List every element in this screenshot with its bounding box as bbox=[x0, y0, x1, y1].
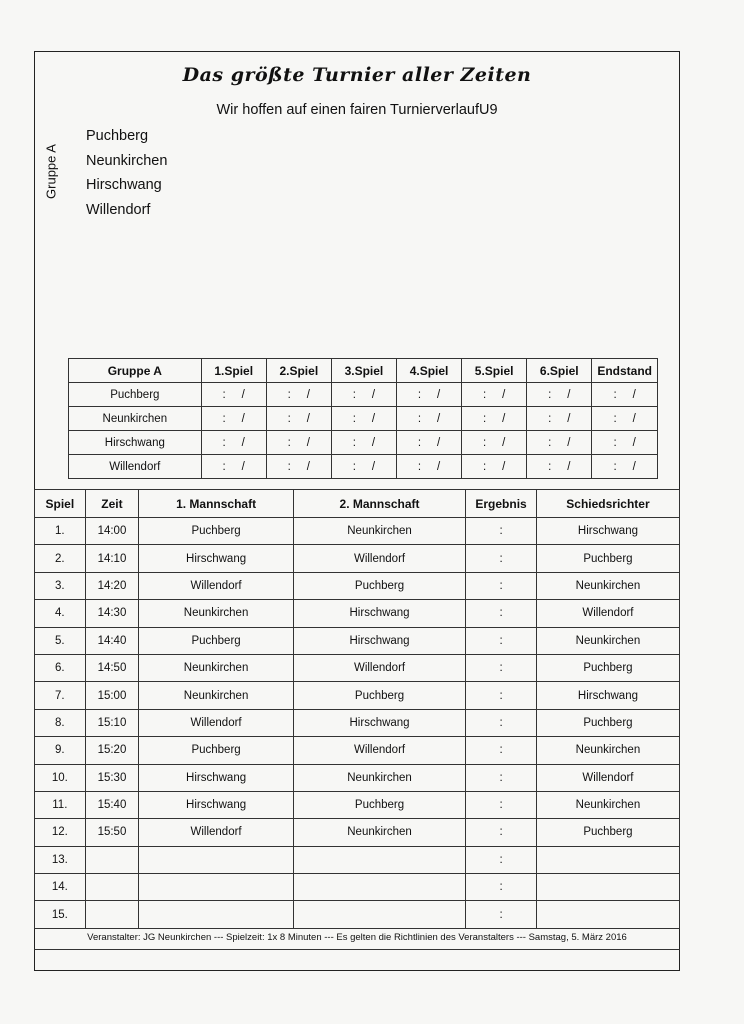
team-list bbox=[86, 124, 167, 222]
time-cell: 15:10 bbox=[85, 709, 139, 736]
game-score-cell[interactable]: : / bbox=[462, 431, 527, 455]
game-score-cell[interactable]: : / bbox=[201, 455, 266, 479]
time-cell: 14:30 bbox=[85, 600, 139, 627]
team1-cell: Puchberg bbox=[139, 518, 294, 545]
team2-cell: Hirschwang bbox=[293, 627, 465, 654]
team-list-item: Puchberg bbox=[86, 128, 149, 144]
team1-cell: Willendorf bbox=[139, 709, 294, 736]
result-cell[interactable]: : bbox=[466, 874, 537, 901]
team-list-item: Willendorf bbox=[86, 201, 151, 218]
referee-cell: Puchberg bbox=[536, 545, 679, 572]
schedule-row bbox=[35, 709, 680, 736]
referee-cell: Neunkirchen bbox=[536, 791, 679, 818]
bottom-divider bbox=[34, 949, 680, 950]
time-cell bbox=[85, 874, 139, 901]
time-cell: 15:20 bbox=[85, 737, 139, 764]
result-cell[interactable]: : bbox=[466, 600, 537, 627]
game-score-cell[interactable]: : / bbox=[331, 455, 396, 479]
group-col-header: Gruppe A bbox=[69, 359, 202, 383]
referee-cell bbox=[536, 846, 679, 873]
referee-cell bbox=[536, 874, 679, 901]
group-team-name: Willendorf bbox=[69, 455, 202, 479]
result-cell[interactable]: : bbox=[466, 709, 537, 736]
team2-cell bbox=[293, 874, 465, 901]
time-cell: 14:00 bbox=[85, 518, 139, 545]
result-cell[interactable]: : bbox=[466, 791, 537, 818]
col-header-team2: 2. Mannschaft bbox=[293, 490, 465, 518]
col-header-game-nr: Spiel bbox=[35, 490, 86, 518]
game-score-cell[interactable]: : / bbox=[396, 455, 461, 479]
game-score-cell[interactable]: : / bbox=[462, 383, 527, 407]
schedule-row bbox=[35, 901, 680, 928]
final-score-cell[interactable]: : / bbox=[592, 455, 658, 479]
team1-cell: Willendorf bbox=[139, 572, 294, 599]
team2-cell: Neunkirchen bbox=[293, 819, 465, 846]
result-cell[interactable]: : bbox=[466, 545, 537, 572]
referee-cell: Puchberg bbox=[536, 654, 679, 681]
team1-cell: Neunkirchen bbox=[139, 682, 294, 709]
team1-cell: Neunkirchen bbox=[139, 600, 294, 627]
result-cell[interactable]: : bbox=[466, 764, 537, 791]
group-label-vertical bbox=[41, 140, 61, 208]
team1-cell bbox=[139, 901, 294, 928]
team-list-item: Neunkirchen bbox=[86, 152, 168, 169]
schedule-table bbox=[34, 489, 680, 929]
team2-cell bbox=[293, 901, 465, 928]
schedule-row bbox=[35, 764, 680, 791]
time-cell: 14:20 bbox=[85, 572, 139, 599]
team1-cell: Hirschwang bbox=[139, 545, 294, 572]
final-col-header: Endstand bbox=[592, 359, 658, 383]
group-table-row bbox=[69, 455, 658, 479]
schedule-row bbox=[35, 572, 680, 599]
game-score-cell[interactable]: : / bbox=[266, 431, 331, 455]
time-cell: 14:50 bbox=[85, 654, 139, 681]
game-col-header: 4.Spiel bbox=[396, 359, 461, 383]
result-cell[interactable]: : bbox=[466, 846, 537, 873]
schedule-row bbox=[35, 545, 680, 572]
result-cell[interactable]: : bbox=[466, 682, 537, 709]
game-score-cell[interactable]: : / bbox=[462, 407, 527, 431]
team2-cell bbox=[293, 846, 465, 873]
schedule-row bbox=[35, 819, 680, 846]
team1-cell: Neunkirchen bbox=[139, 654, 294, 681]
col-header-time: Zeit bbox=[85, 490, 139, 518]
game-score-cell[interactable]: : / bbox=[527, 383, 592, 407]
schedule-row bbox=[35, 737, 680, 764]
game-score-cell[interactable]: : / bbox=[266, 455, 331, 479]
game-nr-cell: 14. bbox=[35, 874, 86, 901]
referee-cell: Neunkirchen bbox=[536, 572, 679, 599]
game-nr-cell: 5. bbox=[35, 627, 86, 654]
schedule-row bbox=[35, 654, 680, 681]
group-standings-table bbox=[68, 358, 658, 479]
referee-cell: Neunkirchen bbox=[536, 627, 679, 654]
schedule-row bbox=[35, 846, 680, 873]
result-cell[interactable]: : bbox=[466, 737, 537, 764]
game-score-cell[interactable]: : / bbox=[527, 407, 592, 431]
game-nr-cell: 11. bbox=[35, 791, 86, 818]
game-nr-cell: 8. bbox=[35, 709, 86, 736]
final-score-cell[interactable]: : / bbox=[592, 407, 658, 431]
referee-cell bbox=[536, 901, 679, 928]
team1-cell bbox=[139, 874, 294, 901]
game-score-cell[interactable]: : / bbox=[266, 407, 331, 431]
schedule-row bbox=[35, 791, 680, 818]
team2-cell: Hirschwang bbox=[293, 600, 465, 627]
team1-cell: Willendorf bbox=[139, 819, 294, 846]
col-header-result: Ergebnis bbox=[466, 490, 537, 518]
schedule-row bbox=[35, 627, 680, 654]
page-subtitle: Wir hoffen auf einen fairen TurnierverlaufU9 bbox=[216, 102, 498, 118]
team-list-item: Hirschwang bbox=[86, 177, 162, 193]
final-score-cell[interactable]: : / bbox=[592, 431, 658, 455]
game-score-cell[interactable]: : / bbox=[201, 431, 266, 455]
time-cell: 14:40 bbox=[85, 627, 139, 654]
team2-cell: Willendorf bbox=[293, 737, 465, 764]
time-cell: 15:00 bbox=[85, 682, 139, 709]
group-team-name: Puchberg bbox=[69, 383, 202, 407]
game-nr-cell: 10. bbox=[35, 764, 86, 791]
footer-note: Veranstalter: JG Neunkirchen --- Spielzeit: 1x 8 Minuten --- Es gelten die Richtlinien des Veranstalters --- Samstag, 5. März 2016 bbox=[87, 932, 627, 943]
page-title: Das größte Turnier aller Zeiten bbox=[182, 64, 532, 86]
time-cell: 15:30 bbox=[85, 764, 139, 791]
referee-cell: Hirschwang bbox=[536, 682, 679, 709]
game-nr-cell: 3. bbox=[35, 572, 86, 599]
game-nr-cell: 9. bbox=[35, 737, 86, 764]
schedule-row bbox=[35, 682, 680, 709]
game-nr-cell: 1. bbox=[35, 518, 86, 545]
team1-cell: Puchberg bbox=[139, 627, 294, 654]
team2-cell: Puchberg bbox=[293, 791, 465, 818]
game-col-header: 5.Spiel bbox=[462, 359, 527, 383]
game-score-cell[interactable]: : / bbox=[396, 431, 461, 455]
referee-cell: Neunkirchen bbox=[536, 737, 679, 764]
team2-cell: Puchberg bbox=[293, 572, 465, 599]
schedule-row bbox=[35, 874, 680, 901]
game-nr-cell: 7. bbox=[35, 682, 86, 709]
game-score-cell[interactable]: : / bbox=[331, 407, 396, 431]
group-table-row bbox=[69, 383, 658, 407]
team2-cell: Puchberg bbox=[293, 682, 465, 709]
schedule-row bbox=[35, 518, 680, 545]
game-score-cell[interactable]: : / bbox=[396, 383, 461, 407]
referee-cell: Hirschwang bbox=[536, 518, 679, 545]
result-cell[interactable]: : bbox=[466, 819, 537, 846]
schedule-row bbox=[35, 600, 680, 627]
game-score-cell[interactable]: : / bbox=[527, 455, 592, 479]
time-cell bbox=[85, 901, 139, 928]
result-cell[interactable]: : bbox=[466, 518, 537, 545]
game-nr-cell: 13. bbox=[35, 846, 86, 873]
time-cell bbox=[85, 846, 139, 873]
game-score-cell[interactable]: : / bbox=[266, 383, 331, 407]
schedule-header-row bbox=[35, 490, 680, 518]
team2-cell: Neunkirchen bbox=[293, 764, 465, 791]
referee-cell: Willendorf bbox=[536, 764, 679, 791]
game-score-cell[interactable]: : / bbox=[201, 383, 266, 407]
col-header-referee: Schiedsrichter bbox=[536, 490, 679, 518]
team1-cell bbox=[139, 846, 294, 873]
group-table-row bbox=[69, 407, 658, 431]
game-nr-cell: 6. bbox=[35, 654, 86, 681]
referee-cell: Puchberg bbox=[536, 819, 679, 846]
group-table-header-row bbox=[69, 359, 658, 383]
result-cell[interactable]: : bbox=[466, 654, 537, 681]
game-score-cell[interactable]: : / bbox=[331, 431, 396, 455]
game-score-cell[interactable]: : / bbox=[396, 407, 461, 431]
team2-cell: Willendorf bbox=[293, 545, 465, 572]
team1-cell: Hirschwang bbox=[139, 791, 294, 818]
group-team-name: Hirschwang bbox=[69, 431, 202, 455]
game-nr-cell: 4. bbox=[35, 600, 86, 627]
col-header-team1: 1. Mannschaft bbox=[139, 490, 294, 518]
game-nr-cell: 15. bbox=[35, 901, 86, 928]
game-score-cell[interactable]: : / bbox=[201, 407, 266, 431]
result-cell[interactable]: : bbox=[466, 572, 537, 599]
time-cell: 15:40 bbox=[85, 791, 139, 818]
referee-cell: Willendorf bbox=[536, 600, 679, 627]
game-col-header: 6.Spiel bbox=[527, 359, 592, 383]
game-col-header: 2.Spiel bbox=[266, 359, 331, 383]
team2-cell: Neunkirchen bbox=[293, 518, 465, 545]
game-nr-cell: 2. bbox=[35, 545, 86, 572]
tournament-sheet bbox=[34, 51, 680, 971]
referee-cell: Puchberg bbox=[536, 709, 679, 736]
game-col-header: 1.Spiel bbox=[201, 359, 266, 383]
game-nr-cell: 12. bbox=[35, 819, 86, 846]
game-score-cell[interactable]: : / bbox=[527, 431, 592, 455]
game-score-cell[interactable]: : / bbox=[462, 455, 527, 479]
team2-cell: Hirschwang bbox=[293, 709, 465, 736]
group-table-row bbox=[69, 431, 658, 455]
game-score-cell[interactable]: : / bbox=[331, 383, 396, 407]
team2-cell: Willendorf bbox=[293, 654, 465, 681]
time-cell: 14:10 bbox=[85, 545, 139, 572]
result-cell[interactable]: : bbox=[466, 627, 537, 654]
time-cell: 15:50 bbox=[85, 819, 139, 846]
final-score-cell[interactable]: : / bbox=[592, 383, 658, 407]
group-team-name: Neunkirchen bbox=[69, 407, 202, 431]
game-col-header: 3.Spiel bbox=[331, 359, 396, 383]
team1-cell: Puchberg bbox=[139, 737, 294, 764]
group-label-text: Gruppe A bbox=[43, 144, 59, 199]
result-cell[interactable]: : bbox=[466, 901, 537, 928]
team1-cell: Hirschwang bbox=[139, 764, 294, 791]
